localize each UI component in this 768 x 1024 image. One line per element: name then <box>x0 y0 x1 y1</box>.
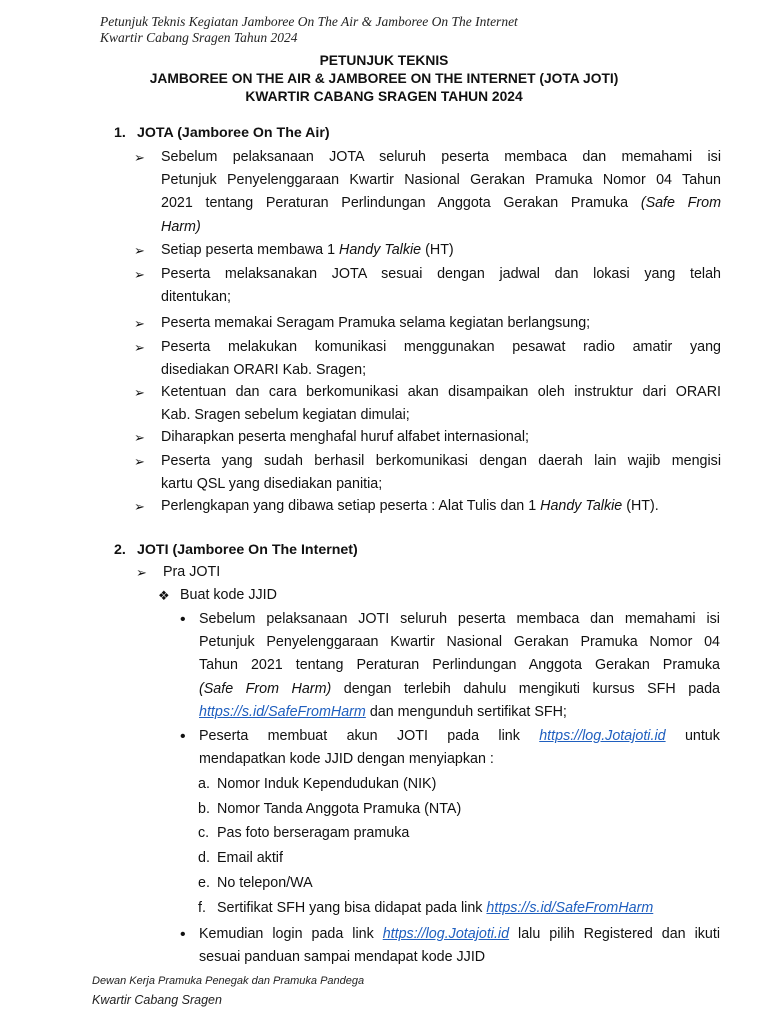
arrow-bullet-icon: ➢ <box>134 340 145 355</box>
safe-from-harm-certificate-link[interactable]: https://s.id/SafeFromHarm <box>486 900 654 916</box>
arrow-bullet-icon: ➢ <box>134 430 145 445</box>
dot-bullet-icon: • <box>180 926 186 943</box>
arrow-bullet-icon: ➢ <box>134 385 145 400</box>
list-item: ➢ Peserta yang sudah berhasil berkomunikasi dengan daerah lain wajib mengisi kartu QSL yang disediakan panitia; <box>161 450 721 496</box>
section-heading-jota: 1. JOTA (Jamboree On The Air) <box>114 125 330 141</box>
section-heading-joti: 2. JOTI (Jamboree On The Internet) <box>114 542 358 558</box>
jotajoti-login-link[interactable]: https://log.Jotajoti.id <box>539 728 666 744</box>
list-item: • Peserta membuat akun JOTI pada link https://log.Jotajoti.id untuk mendapatkan kode JJID dengan menyiapkan : <box>199 725 720 771</box>
dot-bullet-icon: • <box>180 611 186 628</box>
header-line-1: Petunjuk Teknis Kegiatan Jamboree On The Air & Jamboree On The Internet <box>100 14 518 29</box>
arrow-bullet-icon: ➢ <box>134 267 145 282</box>
list-item: ➢ Peserta melaksanakan JOTA sesuai dengan jadwal dan lokasi yang telah ditentukan; <box>161 263 721 309</box>
list-item: ➢ Peserta memakai Seragam Pramuka selama kegiatan berlangsung; <box>161 312 721 335</box>
arrow-bullet-icon: ➢ <box>136 565 147 580</box>
list-item: • Kemudian login pada link https://log.Jotajoti.id lalu pilih Registered dan ikuti sesuai panduan sampai mendapat kode JJID <box>199 923 720 969</box>
arrow-bullet-icon: ➢ <box>134 316 145 331</box>
arrow-bullet-icon: ➢ <box>134 499 145 514</box>
requirement-item: d. Email aktif <box>198 850 283 866</box>
safe-from-harm-link[interactable]: https://s.id/SafeFromHarm <box>199 703 366 720</box>
requirement-item: a. Nomor Induk Kependudukan (NIK) <box>198 776 437 792</box>
requirement-item: f. Sertifikat SFH yang bisa didapat pada link https://s.id/SafeFromHarm <box>198 900 654 916</box>
list-item: ➢ Perlengkapan yang dibawa setiap peserta : Alat Tulis dan 1 Handy Talkie (HT). <box>161 495 721 518</box>
list-item: ➢ Peserta melakukan komunikasi menggunakan pesawat radio amatir yang disediakan ORARI Kab. Sragen; <box>161 336 721 382</box>
document-title <box>0 52 768 106</box>
requirement-item: b. Nomor Tanda Anggota Pramuka (NTA) <box>198 801 462 817</box>
title-line-2: JAMBOREE ON THE AIR & JAMBOREE ON THE INTERNET (JOTA JOTI) <box>149 71 619 86</box>
list-item: ➢ Sebelum pelaksanaan JOTA seluruh peserta membaca dan memahami isi Petunjuk Penyelenggaraan Kwartir Nasional Gerakan Pramuka Nomor 04 Tahun 2021 tentang Peraturan Perlindungan Anggota Gerakan Pramuka (Safe From Harm) <box>161 146 721 239</box>
footer-line-2: Kwartir Cabang Sragen <box>92 993 222 1007</box>
arrow-bullet-icon: ➢ <box>134 150 145 165</box>
title-line-3: KWARTIR CABANG SRAGEN TAHUN 2024 <box>245 89 523 104</box>
arrow-bullet-icon: ➢ <box>134 454 145 469</box>
list-item: • Sebelum pelaksanaan JOTI seluruh peserta membaca dan memahami isi Petunjuk Penyelenggaraan Kwartir Nasional Gerakan Pramuka Nomor 04 Tahun 2021 tentang Peraturan Perlindungan Anggota Gerakan Pramuka (Safe From Harm) dengan terlebih dahulu mengikuti kursus SFH pada https://s.id/SafeFromHarm dan mengunduh sertifikat SFH; <box>199 608 720 724</box>
arrow-bullet-icon: ➢ <box>134 243 145 258</box>
diamond-bullet-icon: ❖ <box>158 588 170 603</box>
requirement-item: e. No telepon/WA <box>198 875 313 891</box>
sub-heading-pra-joti: ➢ Pra JOTI <box>163 561 463 584</box>
header-line-2: Kwartir Cabang Sragen Tahun 2024 <box>100 30 298 45</box>
footer-line-1: Dewan Kerja Pramuka Penegak dan Pramuka Pandega <box>92 975 365 987</box>
title-line-1: PETUNJUK TEKNIS <box>319 53 449 68</box>
dot-bullet-icon: • <box>180 728 186 745</box>
list-item: ➢ Diharapkan peserta menghafal huruf alfabet internasional; <box>161 426 721 449</box>
requirement-item: c. Pas foto berseragam pramuka <box>198 825 410 841</box>
sub-heading-buat-kode-jjid: ❖ Buat kode JJID <box>180 584 480 607</box>
list-item: ➢ Setiap peserta membawa 1 Handy Talkie (HT) <box>161 239 721 262</box>
list-item: ➢ Ketentuan dan cara berkomunikasi akan disampaikan oleh instruktur dari ORARI Kab. Sragen sebelum kegiatan dimulai; <box>161 381 721 427</box>
jotajoti-login-link-2[interactable]: https://log.Jotajoti.id <box>382 926 510 942</box>
running-header <box>100 14 518 46</box>
